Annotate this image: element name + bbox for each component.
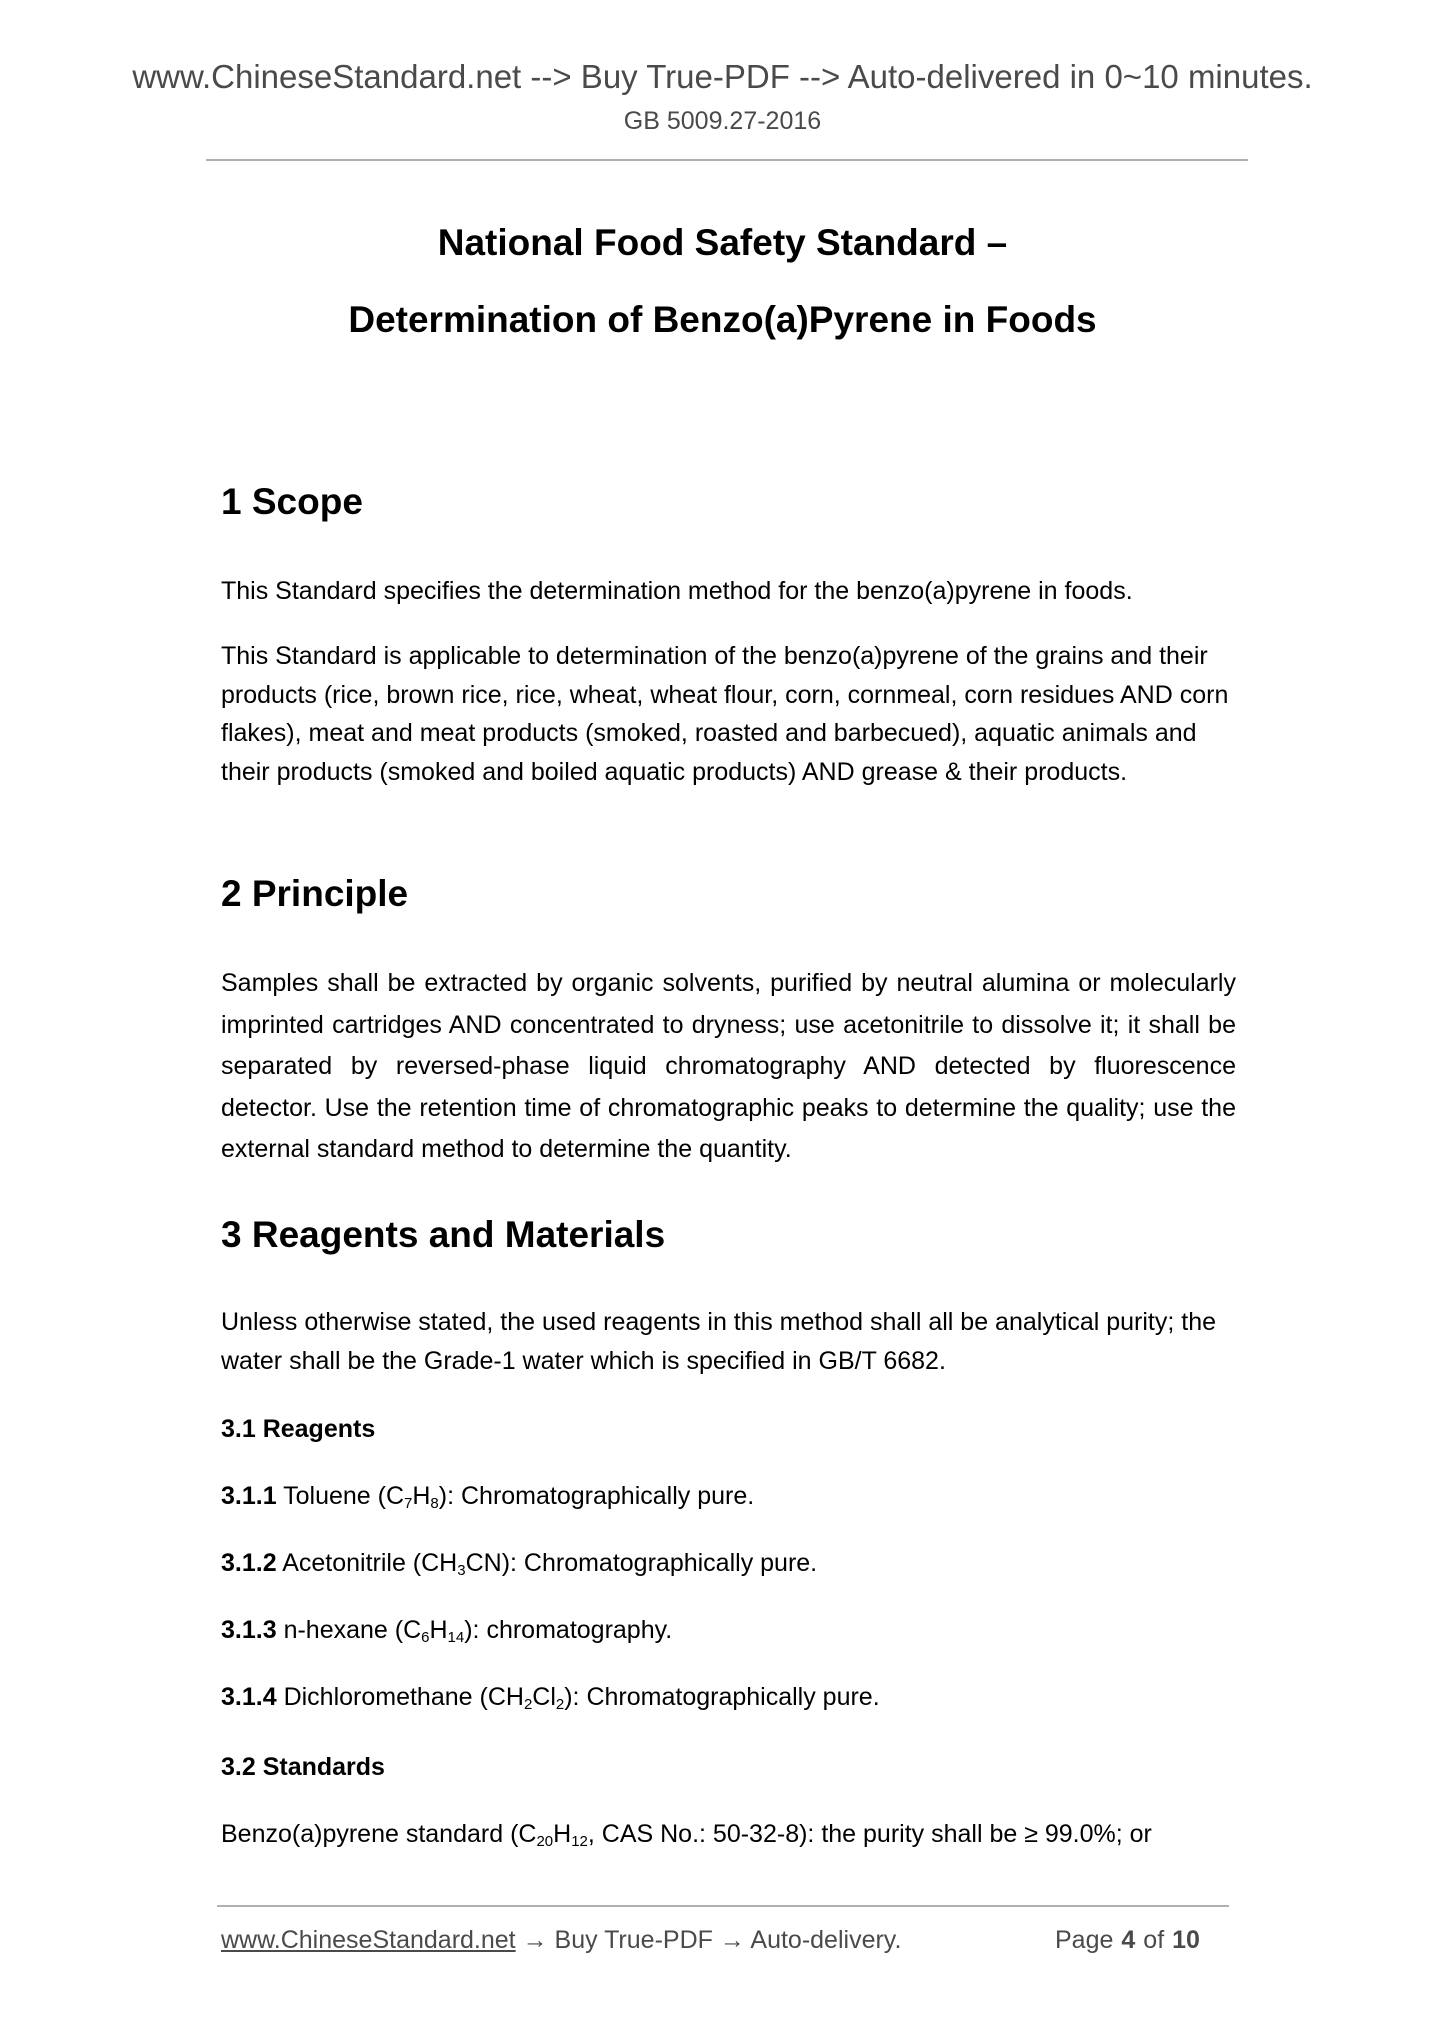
- reagent-item: 3.1.3 n-hexane $(C_6H_{14})$: chromatography.: [221, 1616, 673, 1646]
- reagent-item: 3.1.1 Toluene $(C_7H_8)$: Chromatographically pure.: [221, 1482, 755, 1512]
- standard-number: GB 5009.27-2016: [623, 107, 822, 135]
- page-label: Page: [1055, 1926, 1114, 1954]
- page-total: 10: [1172, 1926, 1200, 1954]
- reagent-number: 3.1.4: [221, 1683, 277, 1711]
- reagent-number: 3.1.2: [221, 1549, 277, 1577]
- scope-paragraph-1: This Standard specifies the determination method for the benzo(a)pyrene in foods.: [221, 577, 1133, 605]
- footer-divider: [217, 1905, 1229, 1907]
- scope-paragraph-2: This Standard is applicable to determination of the benzo(a)pyrene of the grains and their products (rice, brown rice, rice, wheat, wheat flour, corn, cornmeal, corn residues AND corn flakes), meat and meat products (smoked, roasted and barbecued), aquatic animals and their products (smoked and boiled aquatic products) AND grease & their products.: [221, 642, 1229, 786]
- footer-promo: [221, 1926, 901, 1955]
- reagent-number: 3.1.1: [221, 1482, 277, 1510]
- of-label: of: [1143, 1926, 1165, 1954]
- document-title-line1: National Food Safety Standard –: [437, 222, 1008, 263]
- reagent-item: 3.1.4 Dichloromethane $(CH_2Cl_2)$: Chromatographically pure.: [221, 1683, 880, 1713]
- reagent-item: 3.1.2 Acetonitrile $(CH_3CN)$: Chromatographically pure.: [221, 1549, 818, 1579]
- principle-paragraph: Samples shall be extracted by organic solvents, purified by neutral alumina or molecularly imprinted cartridges AND concentrated to dryness; use acetonitrile to dissolve it; it shall be separated by reversed-phase liquid chromatography AND detected by fluorescence detector. Use the retention time of chromatographic peaks to determine the quality; use the external standard method to determine the quantity.: [221, 969, 1236, 1163]
- reagents-paragraph: Unless otherwise stated, the used reagents in this method shall all be analytical purity; the water shall be the Grade-1 water which is specified in GB/T 6682.: [221, 1308, 1216, 1375]
- section-heading-scope: 1 Scope: [221, 481, 363, 522]
- header-banner: www.ChineseStandard.net --> Buy True-PDF --> Auto-delivered in 0~10 minutes.: [132, 58, 1313, 95]
- header-divider: [206, 159, 1248, 161]
- document-title-line2: Determination of Benzo(a)Pyrene in Foods: [348, 299, 1097, 340]
- subsection-heading-reagents: 3.1 Reagents: [221, 1415, 376, 1443]
- reagent-number: 3.1.3: [221, 1616, 277, 1644]
- section-heading-reagents: 3 Reagents and Materials: [221, 1214, 666, 1255]
- subsection-heading-standards: 3.2 Standards: [221, 1753, 385, 1781]
- page-indicator: [1055, 1926, 1200, 1955]
- footer-site-link[interactable]: www.ChineseStandard.net: [221, 1926, 516, 1954]
- footer-promo-text: → Buy True-PDF → Auto-delivery.: [515, 1926, 902, 1954]
- section-heading-principle: 2 Principle: [221, 873, 409, 914]
- standard-description: Benzo(a)pyrene standard ($C_{20}H_{12}$, CAS No.: 50-32-8): the purity shall be ≥ 99.0%; or: [221, 1820, 1152, 1850]
- page-current: 4: [1121, 1926, 1136, 1954]
